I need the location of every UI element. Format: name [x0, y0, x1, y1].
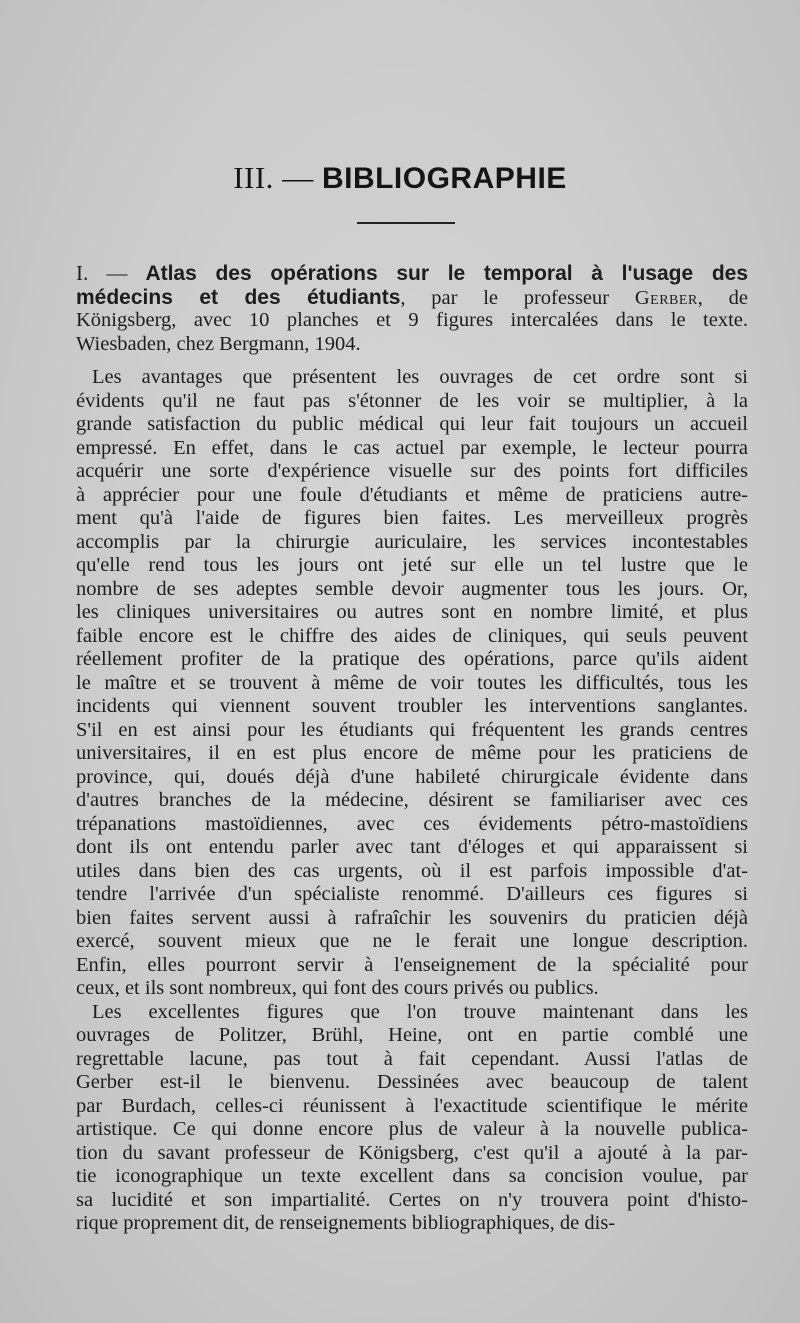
- text-line: ment qu'à l'aide de figures bien faites. Les merveilleux progrès: [76, 507, 748, 529]
- text-line: Les excellentes figures que l'on trouve maintenant dans les: [92, 1000, 748, 1023]
- paragraph-1: [76, 366, 748, 1001]
- text-line: qu'elle rend tous les jours ont jeté sur elle un tel lustre que le: [76, 554, 748, 576]
- text-line: ceux, et ils sont nombreux, qui font des cours privés ou publics.: [76, 977, 599, 999]
- text-line: regrettable lacune, pas tout à fait cependant. Aussi l'atlas de: [76, 1047, 748, 1070]
- entry-after-author: , de: [697, 286, 748, 309]
- paragraph-2: [76, 1001, 748, 1236]
- text-line: réellement profiter de la pratique des opérations, parce qu'ils aident: [76, 648, 748, 670]
- page-body: [76, 262, 748, 1236]
- text-line: incidents qui viennent souvent troubler les interventions sanglantes.: [76, 695, 748, 717]
- heading-divider: [357, 222, 455, 224]
- entry-dash: —: [106, 261, 128, 285]
- text-line: rique proprement dit, de renseignements bibliographiques, de dis-: [76, 1212, 616, 1234]
- entry-author: Gerber: [634, 286, 698, 309]
- text-line: Gerber est-il le bienvenu. Dessinées avec beaucoup de talent: [76, 1071, 748, 1093]
- text-line: dont ils ont entendu parler avec tant d'éloges et qui apparaissent si: [76, 836, 748, 858]
- text-line: nombre de ses adeptes semble devoir augmenter tous les jours. Or,: [76, 577, 748, 600]
- text-line: ouvrages de Politzer, Brühl, Heine, ont en partie comblé une: [76, 1024, 748, 1046]
- entry-title-part1: Atlas des opérations sur le temporal à l'usage des: [145, 262, 749, 285]
- text-line: trépanations mastoïdiennes, avec ces évidements pétro-mastoïdiens: [76, 812, 748, 835]
- entry-line-4: Wiesbaden, chez Bergmann, 1904.: [76, 332, 361, 355]
- text-line: Les avantages que présentent les ouvrages de cet ordre sont si: [92, 366, 748, 388]
- entry-line-2: [76, 286, 748, 310]
- text-line: tie iconographique un texte excellent dans sa concision voulue, par: [76, 1165, 748, 1187]
- text-line: sa lucidité et son impartialité. Certes on n'y trouvera point d'histo-: [76, 1188, 748, 1211]
- entry-number: I.: [76, 261, 89, 285]
- entry-after-title: , par le professeur: [400, 286, 635, 309]
- bibliography-entry: [76, 262, 748, 356]
- text-line: S'il en est ainsi pour les étudiants qui fréquentent les grands centres: [76, 718, 748, 741]
- entry-line-3: Königsberg, avec 10 planches et 9 figures intercalées dans le texte.: [76, 309, 748, 331]
- heading-roman-numeral: III.: [233, 160, 274, 195]
- text-line: bien faites servent aussi à rafraîchir les souvenirs du praticien déjà: [76, 906, 748, 929]
- text-line: par Burdach, celles-ci réunissent à l'exactitude scientifique le mérite: [76, 1094, 748, 1117]
- text-line: artistique. Ce qui donne encore plus de valeur à la nouvelle publica-: [76, 1118, 748, 1140]
- text-line: universitaires, il en est plus encore de même pour les praticiens de: [76, 742, 748, 764]
- text-line: évidents qu'il ne faut pas s'étonner de les voir se multiplier, à la: [76, 389, 748, 412]
- text-line: les cliniques universitaires ou autres sont en nombre limité, et plus: [76, 601, 748, 623]
- text-line: utiles dans bien des cas urgents, où il est parfois impossible d'at-: [76, 859, 748, 882]
- entry-title-part2: médecins et des étudiants: [76, 285, 401, 309]
- entry-line-1: [76, 262, 748, 286]
- text-line: le maître et se trouvent à même de voir toutes les difficultés, tous les: [76, 671, 748, 694]
- text-line: empressé. En effet, dans le cas actuel par exemple, le lecteur pourra: [76, 436, 748, 459]
- heading-dash: —: [282, 160, 314, 195]
- text-line: acquérir une sorte d'expérience visuelle sur des points fort difficiles: [76, 460, 748, 482]
- text-line: grande satisfaction du public médical qui leur fait toujours un accueil: [76, 413, 748, 435]
- text-line: tendre l'arrivée d'un spécialiste renommé. D'ailleurs ces figures si: [76, 883, 748, 905]
- text-line: tion du savant professeur de Königsberg, c'est qu'il a ajouté à la par-: [76, 1141, 748, 1164]
- text-line: accomplis par la chirurgie auriculaire, les services incontestables: [76, 530, 748, 553]
- text-line: d'autres branches de la médecine, désirent se familiariser avec ces: [76, 789, 748, 811]
- text-line: exercé, souvent mieux que ne le ferait une longue description.: [76, 930, 748, 952]
- section-heading: [0, 160, 800, 196]
- heading-word: BIBLIOGRAPHIE: [321, 162, 567, 195]
- text-line: province, qui, doués déjà d'une habileté chirurgicale évidente dans: [76, 765, 748, 788]
- text-line: Enfin, elles pourront servir à l'enseignement de la spécialité pour: [76, 953, 748, 976]
- text-line: faible encore est le chiffre des aides de cliniques, qui seuls peuvent: [76, 624, 748, 647]
- text-line: à apprécier pour une foule d'étudiants et même de praticiens autre-: [76, 483, 748, 506]
